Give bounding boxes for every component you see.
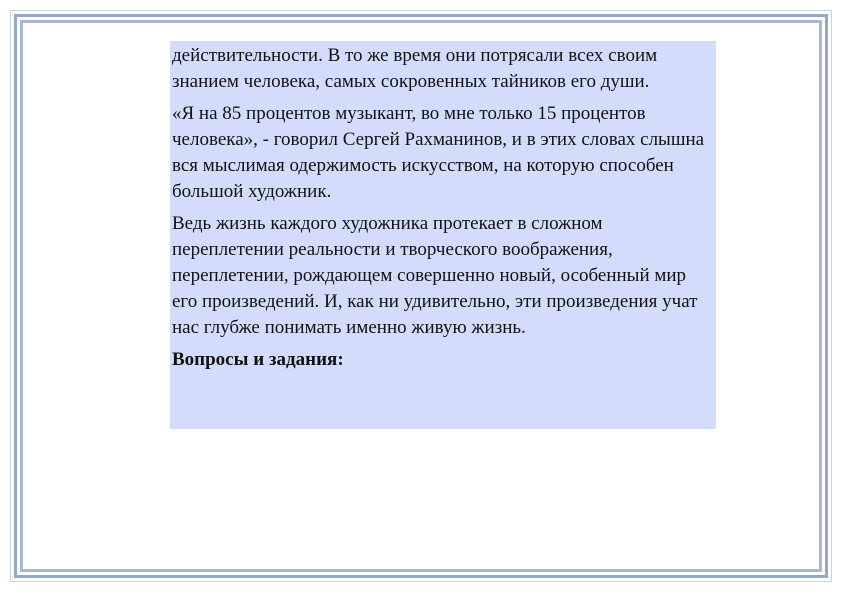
paragraph-3: Ведь жизнь каждого художника протекает в сложном переплетении реальности и творческого воображения, переплетении, рождающем совершенно новый, особенный мир его произведений. И, как ни удивительно, эти произведения учат нас глубже понимать именно живую жизнь. (172, 213, 698, 338)
section-heading: Вопросы и задания: (172, 349, 344, 370)
paragraph-1: действительности. В то же время они потрясали всех своим знанием человека, самых сокровенных тайников его души. (172, 45, 658, 92)
text-block (170, 41, 716, 429)
paragraph-2: «Я на 85 процентов музыкант, во мне только 15 процентов человека», - говорил Сергей Рахманинов, и в этих словах слышна вся мыслимая одержимость искусством, на которую способен большой художник. (172, 103, 705, 202)
